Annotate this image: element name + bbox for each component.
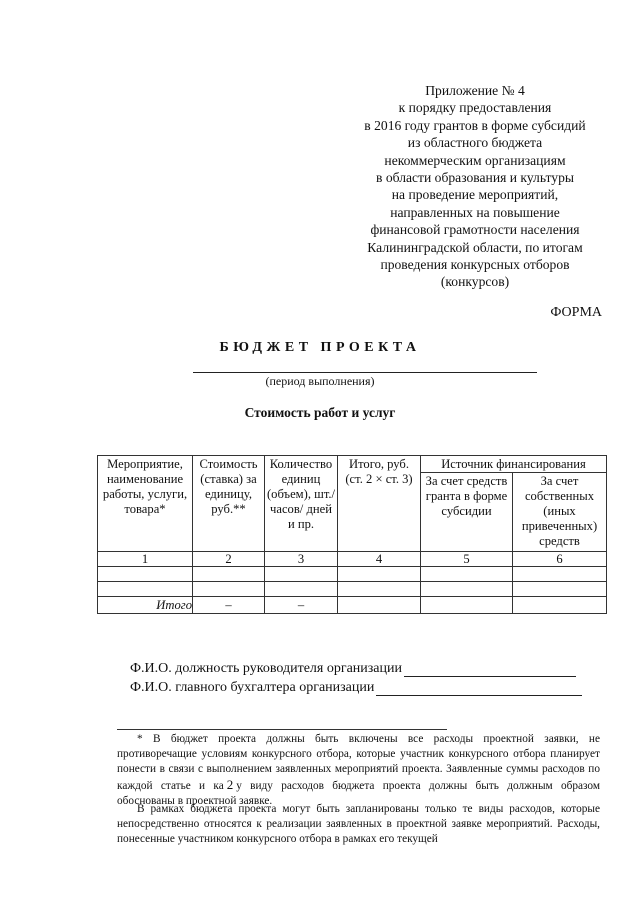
table-cell[interactable] <box>338 597 421 614</box>
table-cell[interactable] <box>338 567 421 582</box>
signature-accountant <box>130 680 582 696</box>
header-cell: За счет средств гранта в форме субсидии <box>421 473 513 552</box>
appendix-line: (конкурсов) <box>440 274 510 290</box>
appendix-line: Калининградской области, по итогам <box>367 239 583 255</box>
appendix-line: из областного бюджета <box>407 135 543 151</box>
signature-head-label: Ф.И.О. должность руководителя организации <box>130 661 402 676</box>
column-number: 2 <box>193 552 265 567</box>
footnote-text <box>117 732 600 809</box>
appendix-header <box>330 82 620 291</box>
section-title: Стоимость работ и услуг <box>244 405 396 420</box>
signature-head-line[interactable] <box>404 662 576 677</box>
table-cell[interactable] <box>421 597 513 614</box>
table-cell[interactable] <box>193 567 265 582</box>
appendix-line: финансовой грамотности населения <box>370 222 580 238</box>
footnote-1 <box>117 732 600 809</box>
column-number: 5 <box>421 552 513 567</box>
footnote-1-text: * В бюджет проекта должны быть включены все расходы проектной заявки, не противоречащие условиям конкурсного отбора, которые участник конкурсного отбора планирует понести в связи с выполнением заявленных мероприятий проекта. Заявленные суммы расходов по каждой статье и ка <box>117 733 600 792</box>
header-cell: Источник финансирования <box>421 456 607 473</box>
footnote-2 <box>117 802 600 847</box>
column-number: 4 <box>338 552 421 567</box>
footnote-divider <box>117 729 447 730</box>
period-caption: (период выполнения) <box>265 374 375 388</box>
header-cell: Количество единиц (объем), шт./часов/ дней и пр. <box>265 456 338 552</box>
appendix-line: в 2016 году грантов в форме субсидий <box>364 117 586 133</box>
table-total-row <box>98 597 607 614</box>
signature-accountant-label: Ф.И.О. главного бухгалтера организации <box>130 680 375 695</box>
appendix-line: некоммерческим организациям <box>384 152 566 168</box>
total-label: Итого <box>98 597 193 614</box>
page-title: БЮДЖЕТ ПРОЕКТА <box>219 340 421 355</box>
total-dash: – <box>193 597 265 614</box>
appendix-line: в области образования и культуры <box>376 170 574 186</box>
table-cell[interactable] <box>193 582 265 597</box>
table-cell[interactable] <box>513 582 607 597</box>
table-row <box>98 552 607 567</box>
table-cell[interactable] <box>98 582 193 597</box>
appendix-line: проведения конкурсных отборов <box>380 257 570 273</box>
budget-table <box>97 455 607 614</box>
table-row <box>98 567 607 582</box>
signature-head <box>130 661 576 677</box>
table-cell[interactable] <box>421 567 513 582</box>
footnote-2-text: В рамках бюджета проекта могут быть запланированы только те виды расходов, которые непосредственно относятся к реализации заявленных в проектной заявке мероприятий. Расходы, понесенные участником конкурсного отбора в рамках его текущей <box>117 803 600 845</box>
total-dash: – <box>265 597 338 614</box>
table-cell[interactable] <box>338 582 421 597</box>
appendix-line: к порядку предоставления <box>398 100 552 116</box>
appendix-line: Приложение № 4 <box>425 83 525 98</box>
column-number: 3 <box>265 552 338 567</box>
signature-accountant-line[interactable] <box>376 681 582 696</box>
table-header-row <box>98 456 607 473</box>
period-input-line[interactable] <box>193 372 537 373</box>
handwritten-digit: 2 <box>226 777 234 792</box>
table-cell[interactable] <box>265 582 338 597</box>
table-cell[interactable] <box>98 567 193 582</box>
header-cell: Стоимость (ставка) за единицу, руб.** <box>193 456 265 552</box>
header-cell: Итого, руб. (ст. 2 × ст. 3) <box>338 456 421 552</box>
table-cell[interactable] <box>265 567 338 582</box>
table-cell[interactable] <box>421 582 513 597</box>
table-row <box>98 582 607 597</box>
table-cell[interactable] <box>513 597 607 614</box>
table-cell[interactable] <box>513 567 607 582</box>
form-label: ФОРМА <box>550 305 602 320</box>
column-number: 1 <box>98 552 193 567</box>
footnote-1-tail: у виду расходов бюджета проекта должны быть должным образом обоснованы в проектной заявке. <box>117 780 601 807</box>
appendix-line: направленных на повышение <box>390 204 560 220</box>
header-cell: За счет собственных (иных привеченных) средств <box>513 473 607 552</box>
appendix-line: на проведение мероприятий, <box>391 187 559 203</box>
header-cell: Мероприятие, наименование работы, услуги, товара* <box>98 456 193 552</box>
column-number: 6 <box>513 552 607 567</box>
